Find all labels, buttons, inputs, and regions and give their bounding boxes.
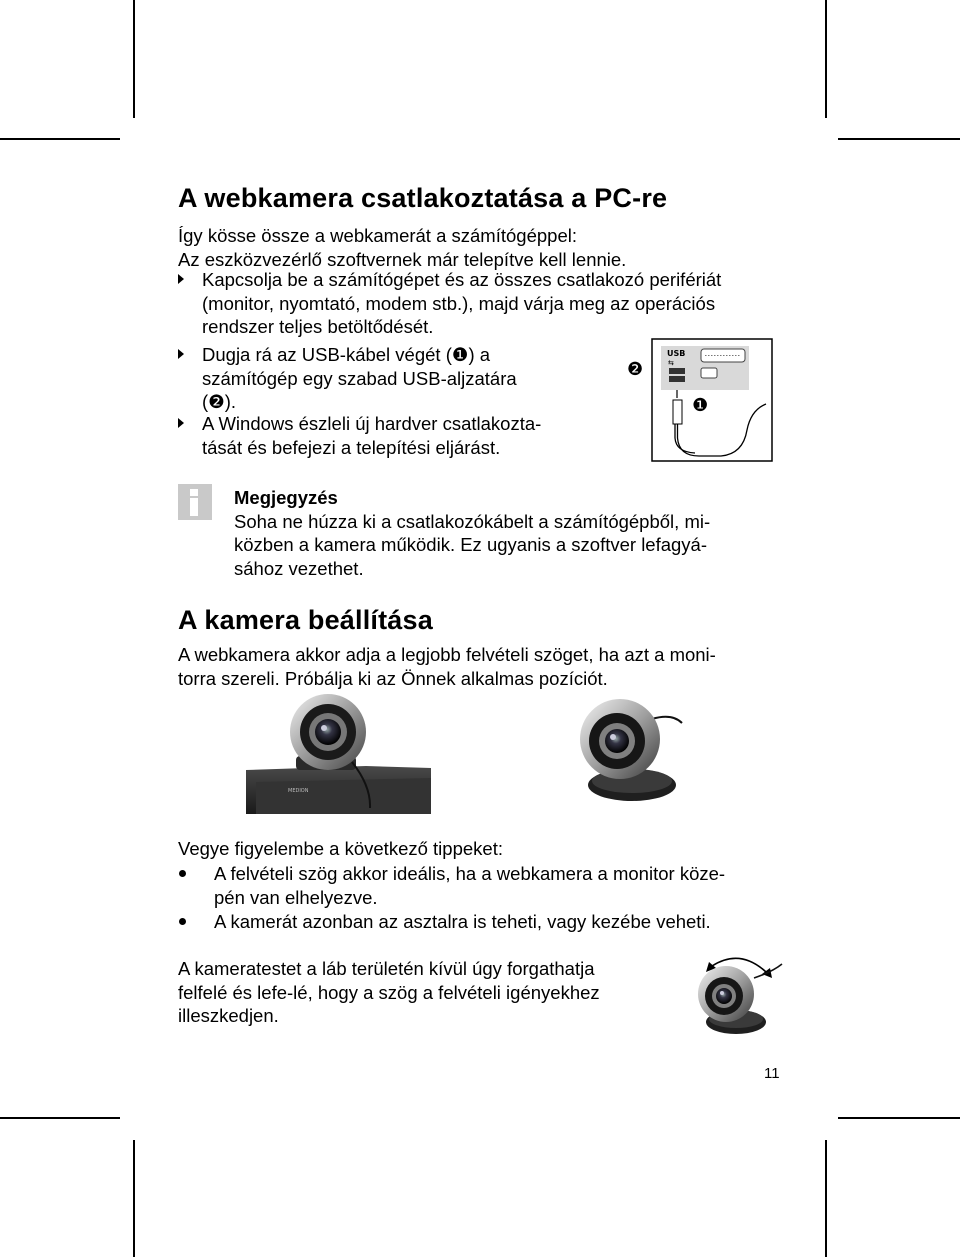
setup-line: A webkamera akkor adja a legjobb felvételi szöget, ha azt a moni- (178, 644, 716, 665)
note-heading: Megjegyzés (234, 487, 338, 508)
crop-mark (825, 0, 827, 118)
step-line: (monitor, nyomtató, modem stb.), majd várja meg az operációs (202, 292, 716, 314)
setup-line: torra szereli. Próbálja ki az Önnek alkalmas pozíciót. (178, 667, 608, 689)
step-1 (178, 268, 778, 339)
crop-mark (0, 1117, 120, 1119)
step-line: rendszer teljes betöltődését. (202, 316, 434, 337)
tip-item (178, 910, 798, 934)
setup-text (178, 643, 716, 690)
rotate-text (178, 957, 600, 1028)
note-line: sához vezethet. (234, 557, 364, 579)
step-2 (178, 343, 598, 414)
bullet-icon (179, 870, 186, 877)
crop-mark (838, 1117, 960, 1119)
figure-marker-1: ❶ (692, 395, 709, 416)
usb-port-illustration (651, 338, 773, 462)
crop-mark (838, 138, 960, 140)
note-box (234, 486, 710, 580)
info-icon (178, 484, 212, 520)
rotate-line: felfelé és lefe-lé, hogy a szög a felvételi igényekhez (178, 981, 600, 1003)
step-line: (❷). (202, 391, 237, 412)
page-number: 11 (764, 1065, 780, 1082)
crop-mark (825, 1140, 827, 1257)
webcam-rotation-image (692, 950, 784, 1040)
tip-line: A kamerát azonban az asztalra is teheti, vagy kezébe veheti. (214, 911, 711, 932)
step-3 (178, 412, 598, 459)
webcam-on-stand-image (572, 693, 684, 807)
tip-item (178, 862, 798, 909)
intro-line: Az eszközvezérlő szoftvernek már telepítve kell lennie. (178, 248, 627, 270)
tip-line: A felvételi szög akkor ideális, ha a webkamera a monitor köze- (214, 863, 726, 884)
step-line: tását és befejezi a telepítési eljárást. (202, 436, 501, 458)
svg-text:⇆: ⇆ (668, 359, 674, 367)
step-line: Kapcsolja be a számítógépet és az összes csatlakozó perifériát (202, 269, 722, 290)
arrow-bullet-icon (178, 418, 184, 428)
note-line: közben a kamera működik. Ez ugyanis a szoftver lefagyá- (234, 534, 708, 555)
section-title-setup: A kamera beállítása (178, 605, 433, 635)
arrow-bullet-icon (178, 349, 184, 359)
webcam-on-monitor-image (246, 690, 431, 814)
tips-intro: Vegye figyelembe a következő tippeket: (178, 838, 503, 859)
rotate-line: illeszkedjen. (178, 1005, 279, 1026)
svg-text:USB: USB (667, 349, 686, 358)
crop-mark (0, 138, 120, 140)
intro-line: Így kösse össze a webkamerát a számítógéppel: (178, 225, 577, 246)
step-line: számítógép egy szabad USB-aljzatára (202, 367, 517, 389)
tip-line: pén van elhelyezve. (214, 886, 378, 908)
bullet-icon (179, 918, 186, 925)
figure-marker-2: ❷ (627, 359, 644, 380)
crop-mark (133, 1140, 135, 1257)
monitor-brand: MEDION (288, 788, 309, 794)
usb-connection-figure (651, 338, 773, 462)
rotate-line: A kameratestet a láb területén kívül úgy forgathatja (178, 958, 595, 979)
crop-mark (133, 0, 135, 118)
note-line: Soha ne húzza ki a csatlakozókábelt a számítógépből, mi- (234, 510, 711, 532)
step-line: Dugja rá az USB-kábel végét (❶) a (202, 344, 491, 365)
step-line: A Windows észleli új hardver csatlakozta- (202, 413, 542, 434)
intro-text (178, 224, 626, 271)
arrow-bullet-icon (178, 274, 184, 284)
section-title-connect: A webkamera csatlakoztatása a PC-re (178, 183, 668, 213)
